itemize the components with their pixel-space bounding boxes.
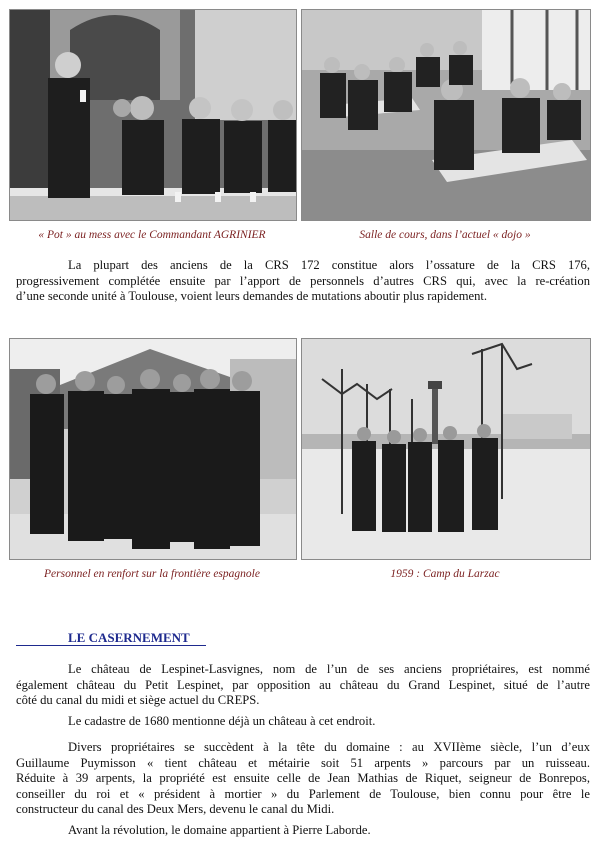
body-line: conseiller du roi et « président à mortier » du Parlement de Toulouse, bien connu pour être le	[16, 786, 590, 801]
body-line: Le château de Lespinet-Lasvignes, nom de l’un de ses anciens propriétaires, est nommé	[68, 662, 590, 676]
intro-line: progressivement complétée ensuite par l’apport de personnels d’autres CRS qui, avec la re-création	[16, 273, 590, 288]
caption-larzac-camp: 1959 : Camp du Larzac	[390, 568, 500, 580]
intro-line: d’une seconde unité à Toulouse, voient leurs demandes de mutations aboutir plus rapidement.	[16, 289, 488, 303]
photo-border-personnel	[9, 338, 297, 560]
photo-classroom	[301, 9, 591, 221]
body-line: Divers propriétaires se succèdent à la tête du domaine : au XVIIème siècle, l’un d’eux	[68, 740, 590, 754]
photo-larzac-camp	[301, 338, 591, 560]
body-paragraph-revolution	[16, 823, 590, 839]
photo-mess-toast	[9, 9, 297, 221]
body-line: constructeur du canal des Deux Mers, devenu le canal du Midi.	[16, 802, 335, 816]
body-paragraph-owners	[16, 740, 590, 818]
caption-mess-toast: « Pot » au mess avec le Commandant AGRINIER	[38, 229, 266, 241]
caption-border-personnel: Personnel en renfort sur la frontière espagnole	[44, 568, 260, 580]
section-title: LE CASERNEMENT	[16, 630, 206, 646]
body-line: également château du Petit Lespinet, par opposition au château du Grand Lespinet, situé de l’autre	[16, 677, 590, 692]
caption-classroom: Salle de cours, dans l’actuel « dojo »	[359, 229, 531, 241]
body-line: Avant la révolution, le domaine appartient à Pierre Laborde.	[68, 823, 371, 837]
body-paragraph-chateau	[16, 662, 590, 709]
body-line: Le cadastre de 1680 mentionne déjà un château à cet endroit.	[68, 714, 376, 728]
intro-paragraph	[16, 258, 590, 305]
body-paragraph-cadastre	[16, 714, 590, 730]
body-line: Réduite à 39 arpents, la propriété est ensuite celle de Jean Mathias de Riquet, seigneur de Bonrepos,	[16, 771, 590, 785]
body-line: Guillaume Puymisson « tient château et métairie soit 51 arpents » parcours par un ruisseau.	[16, 755, 590, 770]
intro-line: La plupart des anciens de la CRS 172 constitue alors l’ossature de la CRS 176,	[68, 258, 590, 272]
body-line: côté du canal du midi et siège actuel du CREPS.	[16, 693, 260, 707]
